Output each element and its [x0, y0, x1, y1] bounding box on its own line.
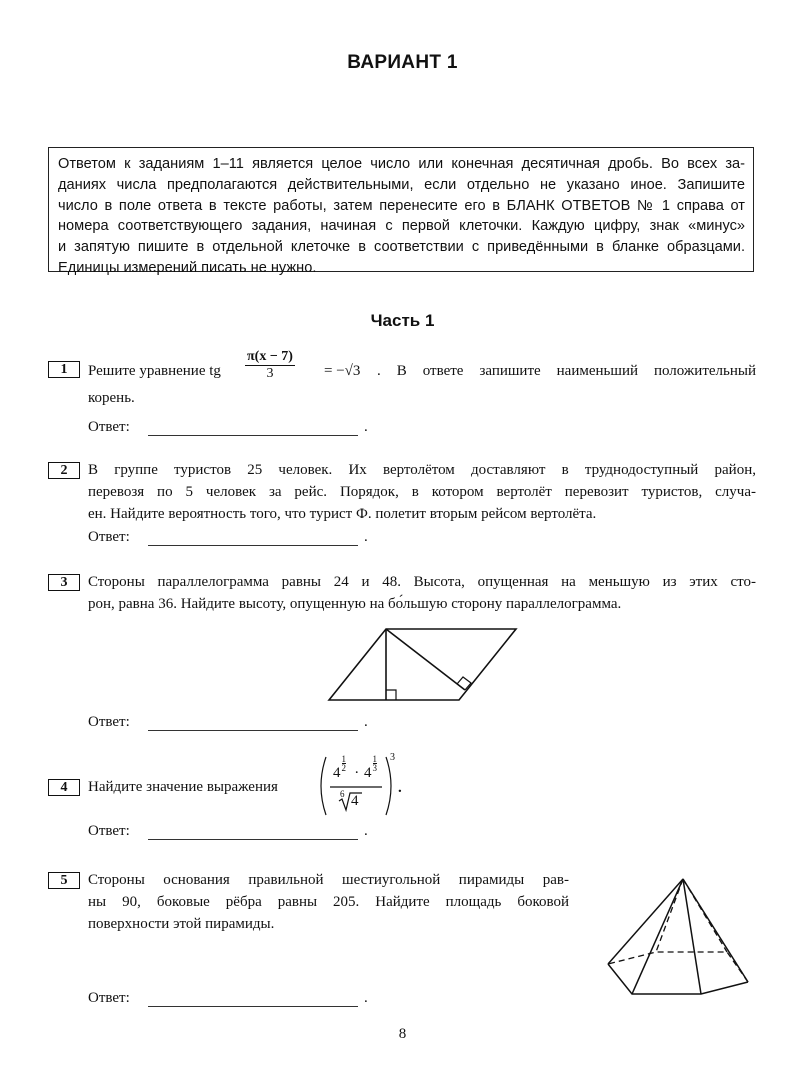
answer-label: Ответ: [88, 419, 130, 435]
task-1-text-end: . В ответе запишите наименьший положительный [377, 363, 756, 379]
answer-dot: . [364, 419, 368, 435]
page-number: 8 [398, 1026, 407, 1042]
multiply-dot: · [354, 765, 360, 781]
radicand: 4 [351, 793, 359, 809]
answer-dot: . [364, 823, 368, 839]
exp-1-num: 1 [341, 754, 346, 764]
fraction-denominator: 3 [266, 366, 274, 381]
exp-2-den: 3 [372, 763, 377, 773]
exp-2-num: 1 [372, 754, 377, 764]
task-number-box: 1 [48, 361, 80, 378]
task-1-text-line2: корень. [88, 390, 135, 406]
instructions-line: и запятую пишите в отдельной клеточке в соответствии с приведёнными в бланке образцами. [58, 239, 745, 256]
task-number-box: 4 [48, 779, 80, 796]
task-line: ны 90, боковые рёбра равны 205. Найдите площадь боковой [88, 894, 569, 910]
answer-dot: . [364, 714, 368, 730]
answer-label: Ответ: [88, 823, 130, 839]
answer-dot: . [364, 990, 368, 1006]
task-4-text: Найдите значение выражения [88, 779, 278, 795]
answer-label: Ответ: [88, 714, 130, 730]
task-1-rhs: = −√3 [324, 363, 361, 379]
variant-title: ВАРИАНТ 1 [347, 52, 458, 73]
instructions-line: Ответом к заданиям 1–11 является целое число или конечная десятичная дробь. Во всех за- [58, 156, 745, 172]
formula-end-dot: . [398, 780, 402, 796]
instructions-line: даниях числа предполагаются действительными, если отдельно не указано иное. Запишите [58, 176, 745, 193]
task-number-box: 2 [48, 462, 80, 479]
base-1: 4 [333, 765, 341, 781]
instructions-line: номера соответствующего задания, начиная с первой клеточки. Каждую цифру, знак «минус» [58, 218, 745, 235]
fraction-numerator: π(x − 7) [247, 349, 293, 364]
answer-field[interactable] [148, 1006, 358, 1007]
task-line: перевозя по 5 человек за рейс. Порядок, в котором вертолёт перевозит туристов, случа- [88, 484, 756, 500]
task-number-box: 3 [48, 574, 80, 591]
instructions-line: число в поле ответа в тексте работы, затем перенесите его в БЛАНК ОТВЕТОВ № 1 справа от [58, 197, 745, 214]
task-line: В группе туристов 25 человек. Их вертолётом доставляют в труднодоступный район, [88, 462, 756, 478]
task-line: Стороны основания правильной шестиугольной пирамиды рав- [88, 872, 569, 888]
task-line: рон, равна 36. Найдите высоту, опущенную на бо́льшую сторону параллелограмма. [88, 596, 622, 612]
task-line: Стороны параллелограмма равны 24 и 48. Высота, опущенная на меньшую из этих сто- [88, 574, 756, 590]
base-2: 4 [364, 765, 372, 781]
exp-1-den: 2 [341, 763, 346, 773]
answer-label: Ответ: [88, 529, 130, 545]
task-1-text-start: Решите уравнение tg [88, 363, 221, 379]
instructions-line: Единицы измерений писать не нужно. [58, 259, 317, 276]
answer-label: Ответ: [88, 990, 130, 1006]
task-5-answer [88, 990, 368, 1007]
root-index: 6 [340, 789, 345, 799]
outer-exponent: 3 [390, 752, 395, 763]
answer-dot: . [364, 529, 368, 545]
task-number-box: 5 [48, 872, 80, 889]
part-heading: Часть 1 [370, 311, 435, 330]
task-line: ен. Найдите вероятность того, что турист Ф. полетит вторым рейсом вертолёта. [88, 506, 597, 522]
task-line: поверхности этой пирамиды. [88, 916, 275, 932]
